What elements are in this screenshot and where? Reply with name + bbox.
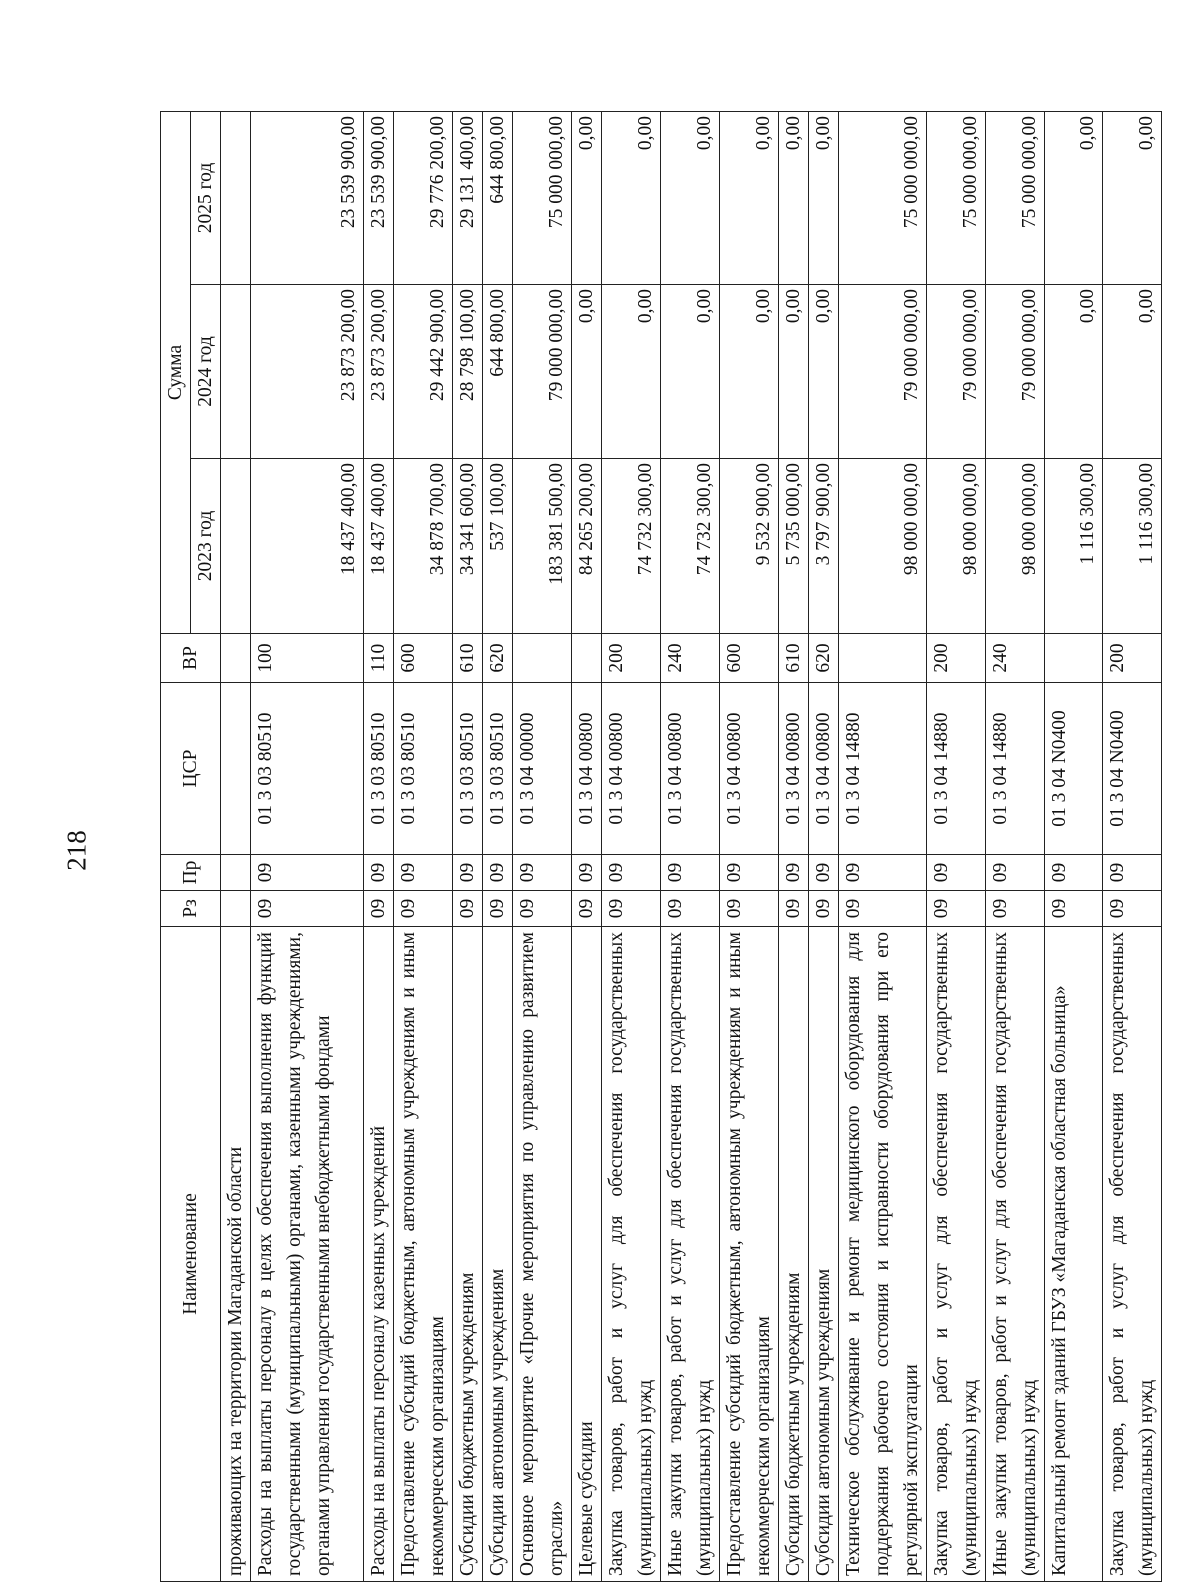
row-pr: 09 [661,855,720,891]
row-csr: 01 3 04 N0400 [1045,683,1103,855]
table-row [483,111,513,1581]
row-csr: 01 3 04 00800 [720,683,779,855]
row-sum-2024: 0,00 [572,285,602,459]
row-sum-2024: 0,00 [720,285,779,459]
row-vr [221,634,251,683]
row-name: Субсидии бюджетным учреждениям [779,927,809,1582]
table-row [572,111,602,1581]
table-row [453,111,483,1581]
row-csr: 01 3 04 00800 [809,683,839,855]
row-csr: 01 3 04 14880 [986,683,1045,855]
row-sum-2023: 1 116 300,00 [1045,459,1103,634]
row-pr: 09 [483,855,513,891]
row-sum-2025: 644 800,00 [483,111,513,284]
row-sum-2023: 183 381 500,00 [513,459,572,634]
row-vr: 200 [1103,634,1162,683]
row-sum-2025: 23 539 900,00 [364,111,394,284]
row-sum-2024: 0,00 [602,285,661,459]
table-row [809,111,839,1581]
row-sum-2023: 74 732 300,00 [661,459,720,634]
row-sum-2024: 29 442 900,00 [394,285,453,459]
header-vr: ВР [161,634,221,683]
header-name: Наименование [161,927,221,1582]
row-rz: 09 [779,891,809,927]
row-rz: 09 [602,891,661,927]
table-row [251,111,364,1581]
page-number: 218 [61,830,92,871]
row-sum-2025: 0,00 [602,111,661,284]
table-row [221,111,251,1581]
row-sum-2023: 3 797 900,00 [809,459,839,634]
row-sum-2024: 0,00 [809,285,839,459]
row-csr: 01 3 03 80510 [394,683,453,855]
row-pr: 09 [720,855,779,891]
row-name: Закупка товаров, работ и услуг для обеспечения государственных (муниципальных) нужд [1103,927,1162,1582]
row-pr: 09 [1045,855,1103,891]
row-pr: 09 [1103,855,1162,891]
row-name: Целевые субсидии [572,927,602,1582]
row-sum-2023: 84 265 200,00 [572,459,602,634]
row-rz: 09 [720,891,779,927]
row-sum-2024: 79 000 000,00 [513,285,572,459]
row-name: Основное мероприятие «Прочие мероприятия по управлению развитием отрасли» [513,927,572,1582]
row-sum-2023 [221,459,251,634]
row-sum-2024: 79 000 000,00 [986,285,1045,459]
row-sum-2023: 1 116 300,00 [1103,459,1162,634]
row-sum-2023: 18 437 400,00 [364,459,394,634]
row-vr [1045,634,1103,683]
row-sum-2023: 18 437 400,00 [251,459,364,634]
row-rz: 09 [1103,891,1162,927]
header-pr: Пр [161,855,221,891]
row-sum-2023: 34 878 700,00 [394,459,453,634]
row-sum-2025: 0,00 [779,111,809,284]
row-csr: 01 3 04 00800 [572,683,602,855]
row-name: Техническое обслуживание и ремонт медицинского оборудования для поддержания рабочего состояния и исправности оборудования при его регулярной эксплуатации [839,927,927,1582]
row-vr: 200 [602,634,661,683]
row-pr: 09 [513,855,572,891]
row-sum-2023: 537 100,00 [483,459,513,634]
row-csr: 01 3 04 14880 [839,683,927,855]
row-rz: 09 [483,891,513,927]
row-csr: 01 3 03 80510 [453,683,483,855]
row-rz: 09 [394,891,453,927]
row-vr [572,634,602,683]
row-name: проживающих на территории Магаданской области [221,927,251,1582]
row-sum-2023: 98 000 000,00 [839,459,927,634]
row-vr: 240 [661,634,720,683]
row-sum-2024: 28 798 100,00 [453,285,483,459]
row-sum-2025: 0,00 [661,111,720,284]
row-sum-2025: 29 776 200,00 [394,111,453,284]
row-vr [839,634,927,683]
row-csr: 01 3 03 80510 [483,683,513,855]
row-rz: 09 [364,891,394,927]
row-name: Предоставление субсидий бюджетным, автономным учреждениям и иным некоммерческим организациям [720,927,779,1582]
row-csr [221,683,251,855]
row-pr: 09 [394,855,453,891]
row-sum-2024: 79 000 000,00 [927,285,986,459]
row-pr: 09 [839,855,927,891]
row-pr [221,855,251,891]
table-row [661,111,720,1581]
row-pr: 09 [572,855,602,891]
row-rz: 09 [986,891,1045,927]
table-row [602,111,661,1581]
row-sum-2025: 0,00 [809,111,839,284]
row-vr: 610 [779,634,809,683]
table-row [364,111,394,1581]
row-sum-2024: 0,00 [779,285,809,459]
header-rz: Рз [161,891,221,927]
row-sum-2023: 98 000 000,00 [986,459,1045,634]
row-rz: 09 [453,891,483,927]
row-vr: 240 [986,634,1045,683]
table-row [513,111,572,1581]
row-sum-2025: 23 539 900,00 [251,111,364,284]
row-sum-2023: 34 341 600,00 [453,459,483,634]
row-name: Расходы на выплаты персоналу казенных учреждений [364,927,394,1582]
row-sum-2025 [221,111,251,284]
row-vr: 600 [394,634,453,683]
row-sum-2025: 29 131 400,00 [453,111,483,284]
table-row [779,111,809,1581]
row-sum-2024 [221,285,251,459]
table-row [839,111,927,1581]
row-vr: 600 [720,634,779,683]
row-sum-2024: 0,00 [1045,285,1103,459]
row-pr: 09 [364,855,394,891]
row-csr: 01 3 04 00800 [602,683,661,855]
row-rz: 09 [809,891,839,927]
row-name: Расходы на выплаты персоналу в целях обеспечения выполнения функций государственными (муниципальными) органами, казенными учреждениями, органами управления государственными внебюджетными фондами [251,927,364,1582]
row-sum-2024: 0,00 [661,285,720,459]
row-sum-2025: 0,00 [1103,111,1162,284]
row-csr: 01 3 03 80510 [251,683,364,855]
row-pr: 09 [809,855,839,891]
row-name: Иные закупки товаров, работ и услуг для обеспечения государственных (муниципальных) нужд [661,927,720,1582]
table-row [1103,111,1162,1581]
row-pr: 09 [453,855,483,891]
row-sum-2025: 0,00 [572,111,602,284]
row-sum-2025: 75 000 000,00 [513,111,572,284]
row-vr [513,634,572,683]
budget-table [160,111,1162,1582]
row-sum-2023: 5 735 000,00 [779,459,809,634]
row-csr: 01 3 03 80510 [364,683,394,855]
row-pr: 09 [251,855,364,891]
row-sum-2025: 75 000 000,00 [839,111,927,284]
row-name: Предоставление субсидий бюджетным, автономным учреждениям и иным некоммерческим организациям [394,927,453,1582]
header-2023: 2023 год [191,459,221,634]
header-2024: 2024 год [191,285,221,459]
row-rz: 09 [661,891,720,927]
row-pr: 09 [986,855,1045,891]
row-sum-2025: 0,00 [720,111,779,284]
row-rz: 09 [251,891,364,927]
row-rz: 09 [1045,891,1103,927]
row-sum-2024: 23 873 200,00 [364,285,394,459]
row-rz [221,891,251,927]
row-name: Субсидии бюджетным учреждениям [453,927,483,1582]
row-vr: 620 [483,634,513,683]
table-row [720,111,779,1581]
row-rz: 09 [572,891,602,927]
row-rz: 09 [513,891,572,927]
row-vr: 100 [251,634,364,683]
row-sum-2023: 74 732 300,00 [602,459,661,634]
row-csr: 01 3 04 00800 [661,683,720,855]
row-sum-2023: 98 000 000,00 [927,459,986,634]
row-name: Закупка товаров, работ и услуг для обеспечения государственных (муниципальных) нужд [602,927,661,1582]
table-row [927,111,986,1581]
row-csr: 01 3 04 00800 [779,683,809,855]
row-vr: 620 [809,634,839,683]
row-vr: 200 [927,634,986,683]
row-name: Капитальный ремонт зданий ГБУЗ «Магаданская областная больница» [1045,927,1103,1582]
row-sum-2023: 9 532 900,00 [720,459,779,634]
header-sum: Сумма [161,111,191,633]
row-pr: 09 [602,855,661,891]
row-sum-2025: 75 000 000,00 [927,111,986,284]
row-csr: 01 3 04 N0400 [1103,683,1162,855]
row-sum-2024: 23 873 200,00 [251,285,364,459]
table-row [986,111,1045,1581]
header-csr: ЦСР [161,683,221,855]
row-csr: 01 3 04 00000 [513,683,572,855]
row-rz: 09 [839,891,927,927]
row-vr: 610 [453,634,483,683]
header-2025: 2025 год [191,111,221,284]
row-name: Закупка товаров, работ и услуг для обеспечения государственных (муниципальных) нужд [927,927,986,1582]
row-sum-2025: 0,00 [1045,111,1103,284]
row-pr: 09 [779,855,809,891]
row-rz: 09 [927,891,986,927]
row-vr: 110 [364,634,394,683]
row-sum-2024: 0,00 [1103,285,1162,459]
row-name: Иные закупки товаров, работ и услуг для обеспечения государственных (муниципальных) нужд [986,927,1045,1582]
row-csr: 01 3 04 14880 [927,683,986,855]
table-body [221,111,1162,1581]
row-name: Субсидии автономным учреждениям [809,927,839,1582]
row-sum-2024: 644 800,00 [483,285,513,459]
row-sum-2024: 79 000 000,00 [839,285,927,459]
table-row [394,111,453,1581]
budget-table-container [160,112,1157,1582]
table-row [1045,111,1103,1581]
row-name: Субсидии автономным учреждениям [483,927,513,1582]
row-sum-2025: 75 000 000,00 [986,111,1045,284]
row-pr: 09 [927,855,986,891]
